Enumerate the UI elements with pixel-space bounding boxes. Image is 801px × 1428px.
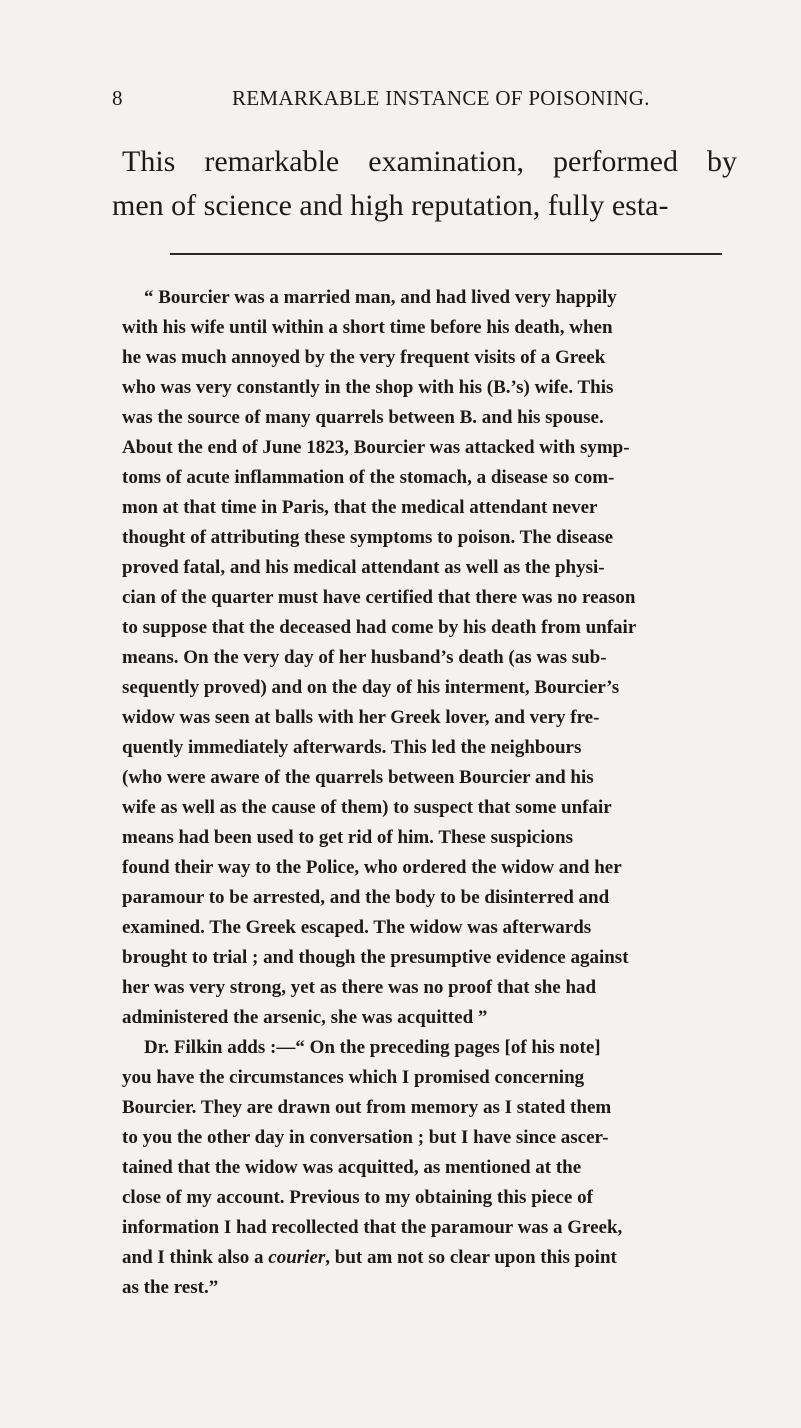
footnote-line: to suppose that the deceased had come by his death from unfair <box>122 617 637 638</box>
footnote-line: thought of attributing these symptoms to poison. The disease <box>122 527 614 548</box>
footnote-line: tained that the widow was acquitted, as mentioned at the <box>122 1157 582 1178</box>
footnote-line: paramour to be arrested, and the body to be disinterred and <box>122 887 610 908</box>
footnote-line: toms of acute inflammation of the stomach, a disease so com- <box>122 467 615 488</box>
main-text-line: men of science and high reputation, fully esta- <box>112 189 669 222</box>
footnote-line: sequently proved) and on the day of his interment, Bourcier’s <box>122 677 620 698</box>
footnote-divider <box>170 253 722 255</box>
footnote-line: proved fatal, and his medical attendant as well as the physi- <box>122 557 605 578</box>
footnote-line: as the rest.” <box>122 1277 219 1298</box>
footnote <box>122 283 732 1303</box>
footnote-line: found their way to the Police, who ordered the widow and her <box>122 857 622 878</box>
footnote-line: widow was seen at balls with her Greek lover, and very fre- <box>122 707 600 728</box>
footnote-line: administered the arsenic, she was acquitted ” <box>122 1007 488 1028</box>
footnote-line-start: and I think also a <box>122 1247 264 1268</box>
main-text-line: This remarkable examination, performed by <box>122 145 737 178</box>
footnote-line: cian of the quarter must have certified that there was no reason <box>122 587 636 608</box>
main-text <box>112 140 737 228</box>
footnote-line: quently immediately afterwards. This led the neighbours <box>122 737 582 758</box>
footnote-line: information I had recollected that the paramour was a Greek, <box>122 1217 623 1238</box>
footnote-line: with his wife until within a short time before his death, when <box>122 317 613 338</box>
italic-word-courier: courier <box>268 1247 326 1268</box>
footnote-line: you have the circumstances which I promised concerning <box>122 1067 585 1088</box>
footnote-line: means. On the very day of her husband’s death (as was sub- <box>122 647 607 668</box>
footnote-line: About the end of June 1823, Bourcier was attacked with symp- <box>122 437 630 458</box>
page-number: 8 <box>112 86 123 110</box>
footnote-line: wife as well as the cause of them) to suspect that some unfair <box>122 797 612 818</box>
footnote-line: close of my account. Previous to my obtaining this piece of <box>122 1187 593 1208</box>
footnote-line: Bourcier. They are drawn out from memory as I stated them <box>122 1097 612 1118</box>
running-title: REMARKABLE INSTANCE OF POISONING. <box>232 86 650 110</box>
footnote-line-end: , but am not so clear upon this point <box>325 1247 617 1268</box>
footnote-line <box>122 1243 732 1273</box>
footnote-line: Dr. Filkin adds :—“ On the preceding pages [of his note] <box>144 1037 601 1058</box>
footnote-line: means had been used to get rid of him. These suspicions <box>122 827 573 848</box>
footnote-line: mon at that time in Paris, that the medical attendant never <box>122 497 598 518</box>
footnote-line: was the source of many quarrels between B. and his spouse. <box>122 407 604 428</box>
footnote-line: her was very strong, yet as there was no proof that she had <box>122 977 597 998</box>
footnote-line: “ Bourcier was a married man, and had lived very happily <box>144 287 617 308</box>
footnote-line: to you the other day in conversation ; but I have since ascer- <box>122 1127 609 1148</box>
footnote-line: brought to trial ; and though the presumptive evidence against <box>122 947 629 968</box>
footnote-line: examined. The Greek escaped. The widow was afterwards <box>122 917 592 938</box>
footnote-line: he was much annoyed by the very frequent visits of a Greek <box>122 347 606 368</box>
footnote-line: who was very constantly in the shop with his (B.’s) wife. This <box>122 377 614 398</box>
footnote-line: (who were aware of the quarrels between Bourcier and his <box>122 767 594 788</box>
